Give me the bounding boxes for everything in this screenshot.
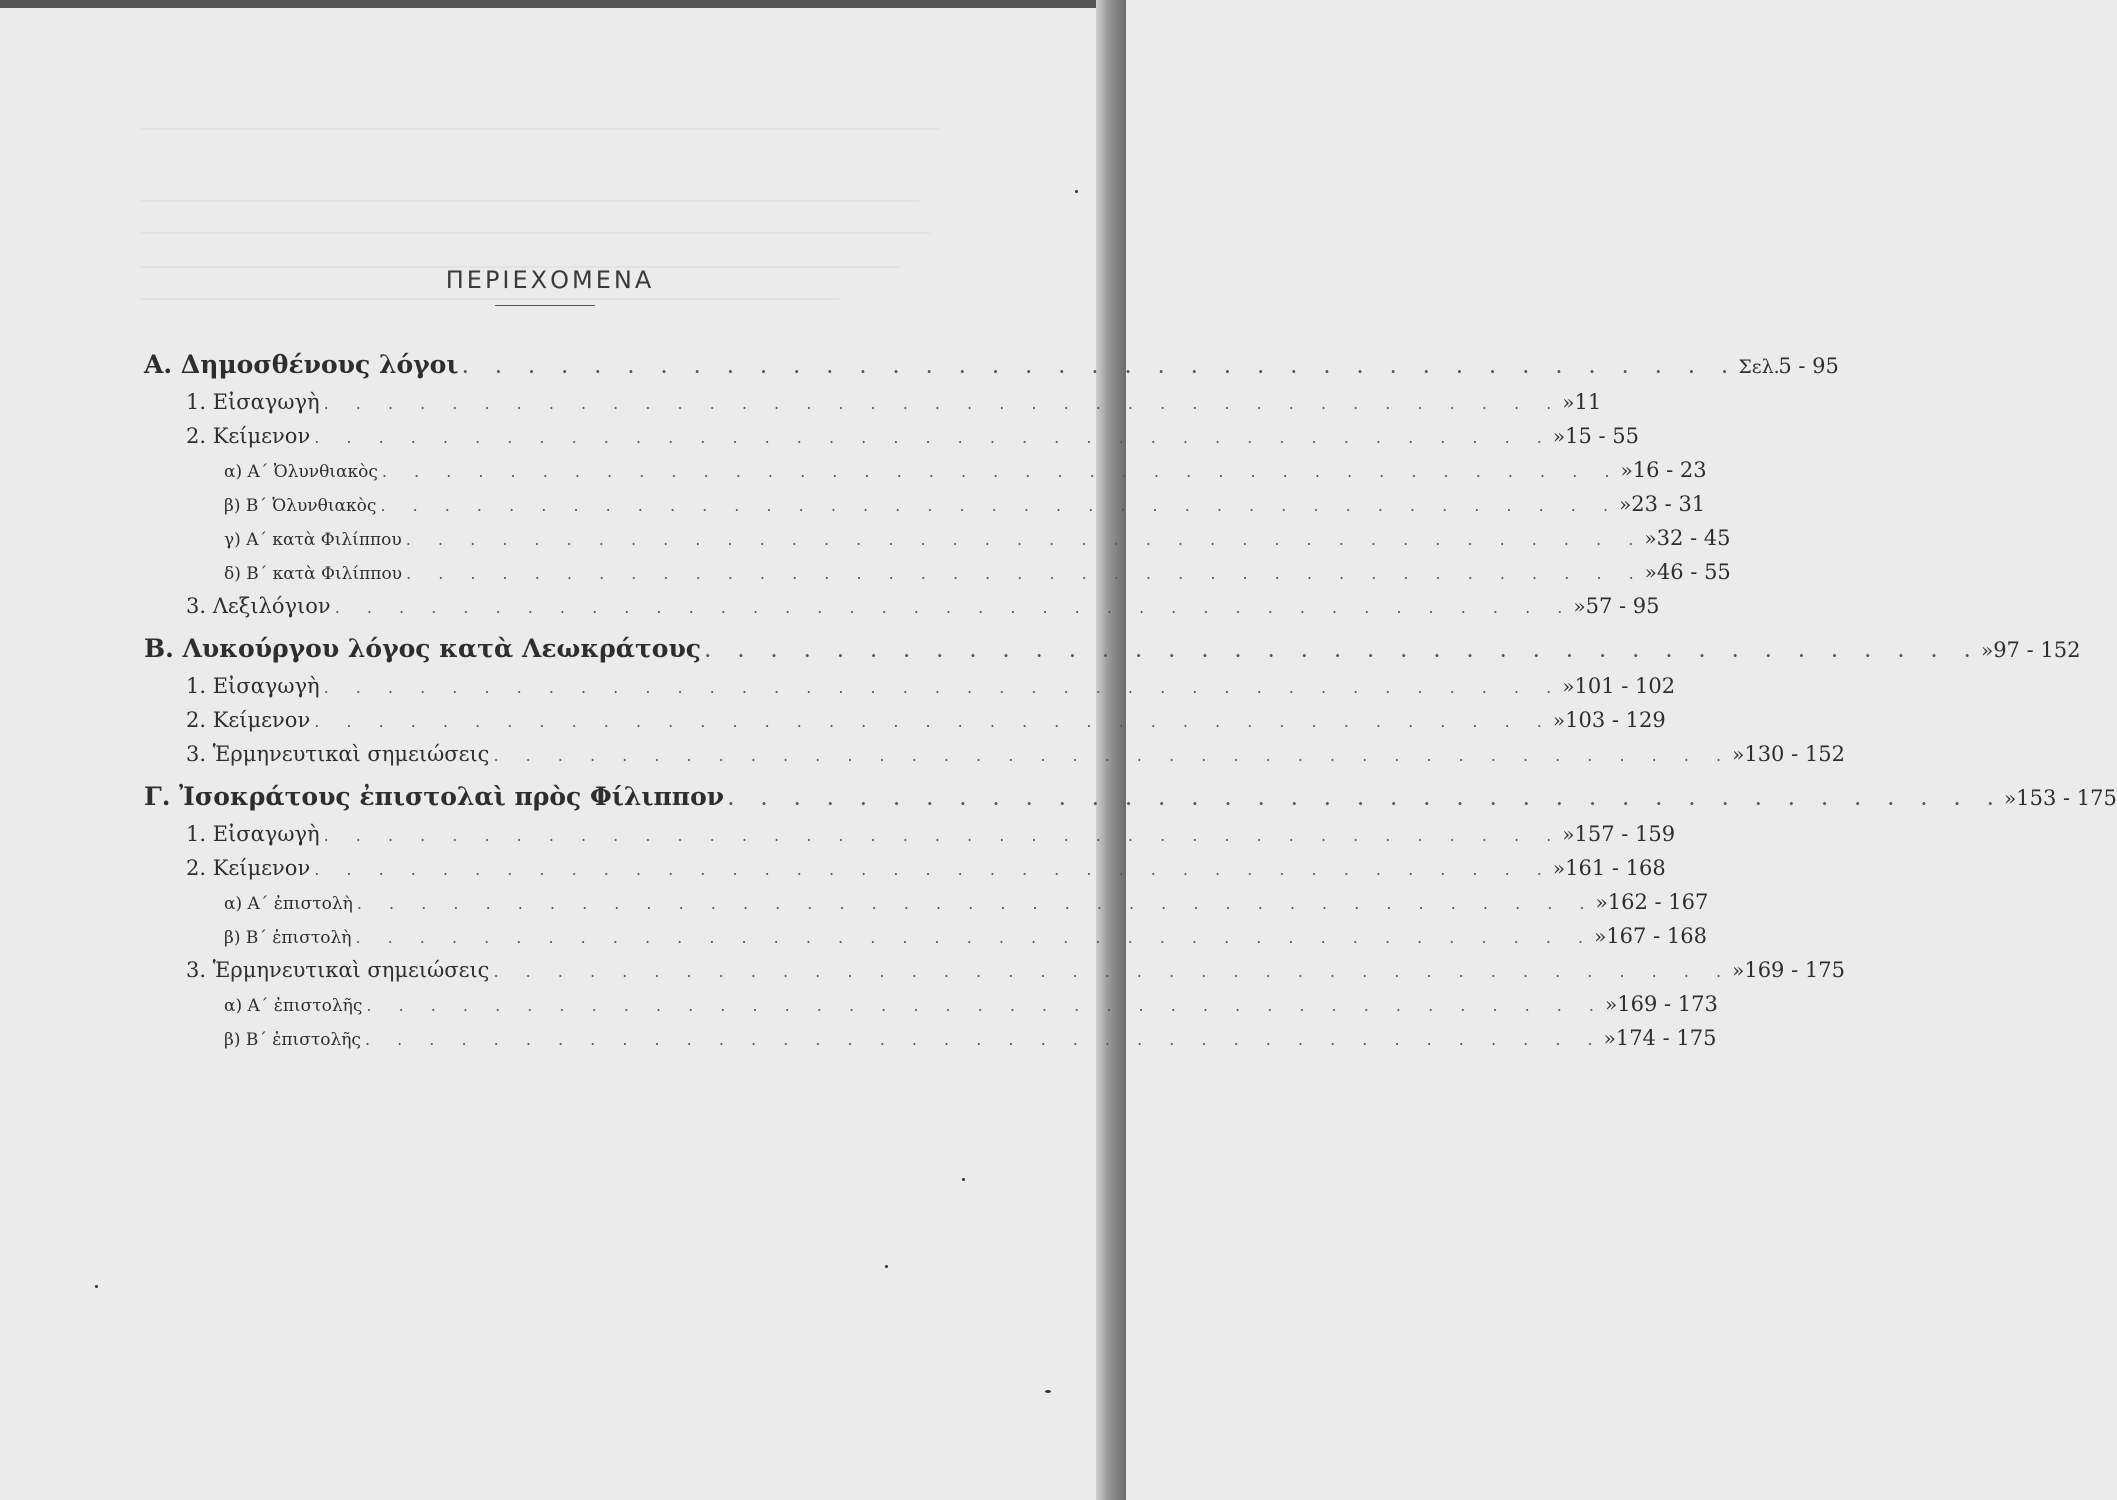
toc-entry-label: α) Α΄ ἐπιστολὴ bbox=[224, 894, 353, 914]
toc-entry-label: 1. Εἰσαγωγὴ bbox=[186, 390, 320, 414]
toc-subentry bbox=[144, 1026, 1717, 1060]
toc-ditto-mark: » bbox=[1594, 924, 1607, 948]
toc-entry-label: α) Α΄ Ὀλυνθιακὸς bbox=[224, 462, 378, 482]
toc-entry-section-a bbox=[144, 350, 1839, 390]
toc-entry-label: γ) Α΄ κατὰ Φιλίππου bbox=[224, 530, 402, 550]
toc-entry-section-b bbox=[144, 634, 2081, 674]
toc-ditto-mark: » bbox=[1595, 890, 1608, 914]
toc-dot-leader: . . . . . . . . . . . . . . . . . . . . . . . . . . . . . . . . . . . . . . . bbox=[381, 462, 1621, 481]
toc-entry bbox=[144, 742, 1845, 776]
toc-entry bbox=[144, 674, 1676, 708]
page-title: ΠΕΡΙΕΧΟΜΕΝΑ bbox=[445, 266, 655, 295]
table-of-contents bbox=[144, 350, 2117, 1060]
toc-dot-leader: . . . . . . . . . . . . . . . . . . . . . . . . . . . . . . . . . . . . . . . bbox=[405, 530, 1645, 549]
toc-entry-label: β) Β΄ ἐπιστολὴ bbox=[224, 928, 352, 948]
toc-dot-leader: . . . . . . . . . . . . . . . . . . . . . . . . . . . . . . . . . . . . . . . bbox=[355, 928, 1595, 947]
toc-entry-label: α) Α΄ ἐπιστολῆς bbox=[224, 996, 363, 1016]
toc-dot-leader: . . . . . . . . . . . . . . . . . . . . . . . . . . . . . . . . . . . . . . . bbox=[356, 894, 1596, 913]
show-through-line bbox=[140, 200, 920, 202]
toc-ditto-mark: » bbox=[1562, 674, 1575, 698]
toc-ditto-mark: » bbox=[1732, 742, 1745, 766]
toc-page-range: 161 - 168 bbox=[1565, 856, 1666, 880]
toc-entry-label: 2. Κείμενον bbox=[186, 708, 311, 732]
toc-ditto-mark: » bbox=[1603, 1026, 1616, 1050]
toc-entry-label: 3. Ἑρμηνευτικαὶ σημειώσεις bbox=[186, 742, 490, 766]
toc-entry-label: Γ. Ἰσοκράτους ἐπιστολαὶ πρὸς Φίλιππον bbox=[144, 782, 725, 811]
toc-dot-leader: . . . . . . . . . . . . . . . . . . . . . . . . . . . . . . . . . . . . . . . bbox=[314, 712, 1553, 731]
toc-page-range: 174 - 175 bbox=[1615, 1026, 1717, 1050]
toc-entry bbox=[144, 822, 1676, 856]
toc-dot-leader: . . . . . . . . . . . . . . . . . . . . . . . . . . . . . . . . . . . . . . . bbox=[493, 746, 1733, 765]
toc-ditto-mark: » bbox=[1619, 492, 1632, 516]
toc-subentry bbox=[144, 458, 1707, 492]
toc-subentry bbox=[144, 492, 1706, 526]
toc-ditto-mark: » bbox=[1605, 992, 1618, 1016]
toc-ditto-mark: » bbox=[1980, 638, 1994, 662]
page-top-edge bbox=[0, 0, 1100, 8]
toc-page-range: 153 - 175 bbox=[2016, 786, 2117, 810]
toc-page-range: 5 - 95 bbox=[1778, 354, 1839, 378]
toc-entry-section-c bbox=[144, 782, 2117, 822]
toc-page-range: 157 - 159 bbox=[1574, 822, 1676, 846]
toc-dot-leader: . . . . . . . . . . . . . . . . . . . . . . . . . . . . . . . . . . . . . . . bbox=[406, 564, 1645, 583]
toc-page-range: 57 - 95 bbox=[1585, 594, 1660, 618]
toc-ditto-mark: » bbox=[1732, 958, 1745, 982]
toc-page-range: 169 - 173 bbox=[1617, 992, 1718, 1016]
toc-subentry bbox=[144, 526, 1731, 560]
toc-entry-label: Β. Λυκούργου λόγος κατὰ Λεωκράτους bbox=[144, 634, 702, 663]
toc-entry-label: 3. Ἑρμηνευτικαὶ σημειώσεις bbox=[186, 958, 490, 982]
toc-entry bbox=[144, 390, 1602, 424]
toc-ditto-mark: » bbox=[1552, 856, 1566, 880]
toc-dot-leader: . . . . . . . . . . . . . . . . . . . . . . . . . . . . . . . . . . . . . . . bbox=[334, 598, 1574, 617]
toc-dot-leader: . . . . . . . . . . . . . . . . . . . . . . . . . . . . . . . . . . . . . . . bbox=[366, 996, 1606, 1015]
toc-page-abbrev: Σελ. bbox=[1738, 356, 1780, 378]
toc-dot-leader: . . . . . . . . . . . . . . . . . . . . . . . . . . . . . . . . . . . . . . . bbox=[323, 394, 1563, 413]
toc-dot-leader: . . . . . . . . . . . . . . . . . . . . . . . . . . . . . . . . . . . . . . . bbox=[462, 358, 1739, 377]
toc-dot-leader: . . . . . . . . . . . . . . . . . . . . . . . . . . . . . . . . . . . . . . . bbox=[314, 428, 1553, 447]
toc-page-range: 46 - 55 bbox=[1656, 560, 1731, 584]
toc-page-range: 167 - 168 bbox=[1606, 924, 1707, 948]
toc-entry-label: β) Β΄ ἐπιστολῆς bbox=[224, 1030, 361, 1050]
toc-entry-label: β) Β΄ Ὀλυνθιακὸς bbox=[224, 496, 377, 516]
toc-page-range: 16 - 23 bbox=[1632, 458, 1707, 482]
toc-dot-leader: . . . . . . . . . . . . . . . . . . . . . . . . . . . . . . . . . . . . . . . bbox=[323, 678, 1563, 697]
toc-page-range: 23 - 31 bbox=[1631, 492, 1706, 516]
toc-entry bbox=[144, 594, 1660, 628]
title-rule bbox=[495, 305, 595, 306]
toc-entry-label: 2. Κείμενον bbox=[186, 856, 311, 880]
toc-entry-label: 1. Εἰσαγωγὴ bbox=[186, 822, 320, 846]
toc-ditto-mark: » bbox=[1552, 424, 1566, 448]
toc-entry bbox=[144, 424, 1639, 458]
toc-dot-leader: . . . . . . . . . . . . . . . . . . . . . . . . . . . . . . . . . . . . . . . bbox=[705, 642, 1981, 661]
toc-entry bbox=[144, 958, 1845, 992]
toc-ditto-mark: » bbox=[2004, 786, 2017, 810]
scan-speck bbox=[1045, 1390, 1051, 1393]
toc-entry-label: Α. Δημοσθένους λόγοι bbox=[144, 350, 459, 379]
toc-ditto-mark: » bbox=[1620, 458, 1633, 482]
toc-entry bbox=[144, 708, 1666, 742]
toc-page-range: 15 - 55 bbox=[1565, 424, 1639, 448]
scan-speck bbox=[95, 1285, 98, 1288]
toc-dot-leader: . . . . . . . . . . . . . . . . . . . . . . . . . . . . . . . . . . . . . . . bbox=[380, 496, 1620, 515]
toc-ditto-mark: » bbox=[1552, 708, 1566, 732]
toc-ditto-mark: » bbox=[1573, 594, 1586, 618]
toc-subentry bbox=[144, 992, 1718, 1026]
toc-page-range: 101 - 102 bbox=[1574, 674, 1676, 698]
toc-dot-leader: . . . . . . . . . . . . . . . . . . . . . . . . . . . . . . . . . . . . . . . bbox=[493, 962, 1733, 981]
toc-ditto-mark: » bbox=[1562, 390, 1575, 414]
toc-page-range: 130 - 152 bbox=[1744, 742, 1845, 766]
toc-page-range: 103 - 129 bbox=[1565, 708, 1666, 732]
toc-ditto-mark: » bbox=[1644, 560, 1657, 584]
scan-speck bbox=[962, 1178, 965, 1181]
toc-entry-label: δ) Β΄ κατὰ Φιλίππου bbox=[224, 564, 403, 584]
toc-page-range: 97 - 152 bbox=[1993, 638, 2081, 662]
toc-page-range: 169 - 175 bbox=[1744, 958, 1845, 982]
toc-subentry bbox=[144, 924, 1707, 958]
toc-page-range: 32 - 45 bbox=[1656, 526, 1731, 550]
toc-subentry bbox=[144, 560, 1731, 594]
toc-dot-leader: . . . . . . . . . . . . . . . . . . . . . . . . . . . . . . . . . . . . . . . bbox=[728, 790, 2005, 809]
toc-entry-label: 1. Εἰσαγωγὴ bbox=[186, 674, 320, 698]
toc-page-range: 11 bbox=[1574, 390, 1602, 414]
show-through-line bbox=[140, 232, 930, 234]
toc-dot-leader: . . . . . . . . . . . . . . . . . . . . . . . . . . . . . . . . . . . . . . . bbox=[323, 826, 1563, 845]
toc-subentry bbox=[144, 890, 1709, 924]
toc-dot-leader: . . . . . . . . . . . . . . . . . . . . . . . . . . . . . . . . . . . . . . . bbox=[364, 1030, 1604, 1049]
toc-page-range: 162 - 167 bbox=[1607, 890, 1709, 914]
scan-speck bbox=[1075, 190, 1078, 193]
toc-ditto-mark: » bbox=[1644, 526, 1657, 550]
toc-entry bbox=[144, 856, 1666, 890]
show-through-line bbox=[140, 128, 940, 130]
show-through-line bbox=[140, 298, 840, 300]
toc-entry-label: 2. Κείμενον bbox=[186, 424, 311, 448]
scan-speck bbox=[885, 1265, 888, 1268]
toc-ditto-mark: » bbox=[1562, 822, 1575, 846]
toc-entry-label: 3. Λεξιλόγιον bbox=[186, 594, 331, 618]
toc-dot-leader: . . . . . . . . . . . . . . . . . . . . . . . . . . . . . . . . . . . . . . . bbox=[314, 860, 1553, 879]
